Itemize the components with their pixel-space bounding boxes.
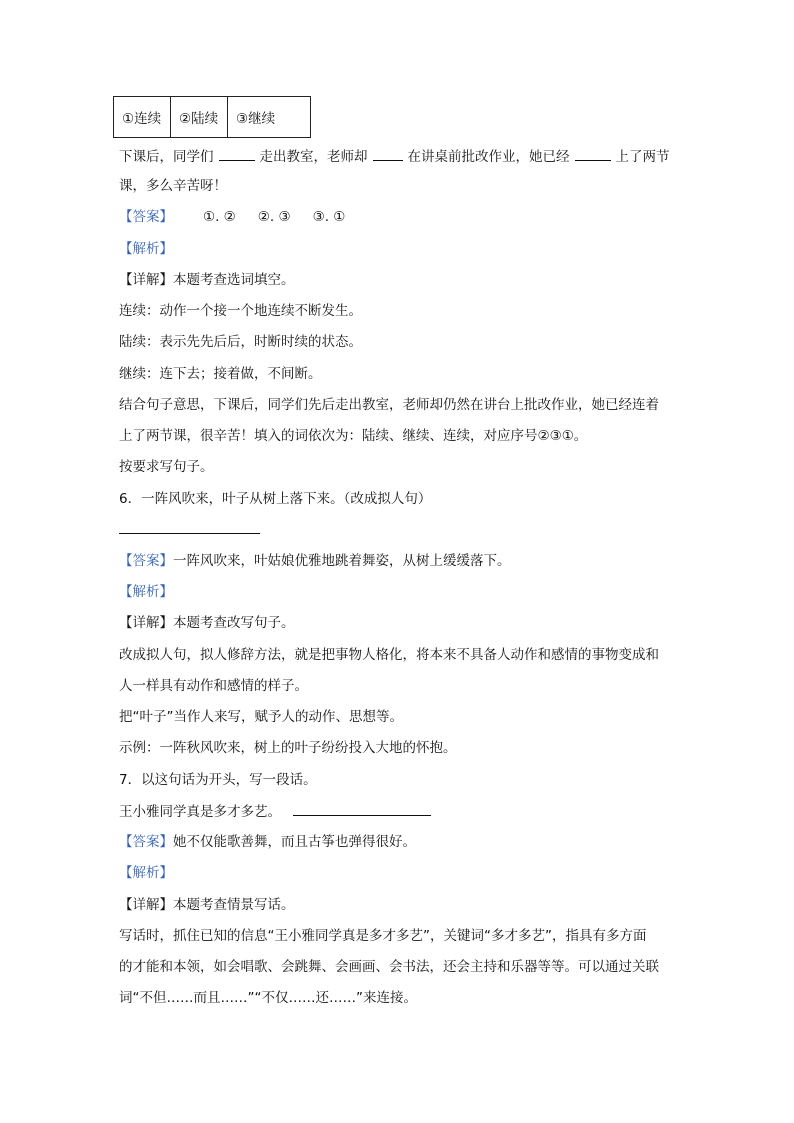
q5-summary-line1: 结合句子意思，下课后，同学们先后走出教室，老师却仍然在讲台上批改作业，她已经连着 <box>119 397 659 413</box>
fill-blank-1 <box>219 146 255 161</box>
q5-detail: 【详解】本题考查选词填空。 <box>119 272 295 288</box>
q6-analysis-tag: 【解析】 <box>119 584 173 600</box>
q6-explanation-1: 改成拟人句，拟人修辞方法，就是把事物人格化，将本来不具备人动作和感情的事物变成和 <box>119 647 659 663</box>
q5-text-c: 在讲桌前批改作业，她已经 <box>407 149 570 165</box>
section-title: 按要求写句子。 <box>119 459 214 475</box>
q5-sentence-line2: 课，多么辛苦呀！ <box>119 178 227 194</box>
answer-item-3: ③. ① <box>312 209 346 225</box>
fill-blank-2 <box>373 146 403 161</box>
q6-example: 示例：一阵秋风吹来，树上的叶子纷纷投入大地的怀抱。 <box>119 740 457 756</box>
q7-answer-blank <box>293 801 431 816</box>
q5-analysis-tag: 【解析】 <box>119 241 173 257</box>
fill-blank-3 <box>575 146 611 161</box>
q6-question: 6．一阵风吹来，叶子从树上落下来。（改成拟人句） <box>119 491 432 507</box>
q7-analysis-tag: 【解析】 <box>119 865 173 881</box>
q5-text-b: 走出教室，老师却 <box>259 149 368 165</box>
q5-summary-line2: 上了两节课，很辛苦！填入的词依次为：陆续、继续、连续，对应序号②③①。 <box>119 428 588 444</box>
q5-sentence-line1 <box>119 146 670 167</box>
answer-tag: 【答案】 <box>119 553 173 569</box>
q6-answer: 一阵风吹来，叶姑娘优雅地跳着舞姿，从树上缓缓落下。 <box>173 553 511 569</box>
option-cell-3: ③继续 <box>228 97 311 138</box>
q6-explanation-2: 人一样具有动作和感情的样子。 <box>119 678 308 694</box>
q6-answer-line-text <box>119 551 511 571</box>
word-options-table <box>113 96 311 138</box>
option-cell-1: ①连续 <box>114 97 171 138</box>
q7-question: 7．以这句话为开头，写一段话。 <box>119 772 317 788</box>
q7-prompt: 王小雅同学真是多才多艺。 <box>119 804 281 820</box>
q6-explanation-3: 把“叶子”当作人来写，赋予人的动作、思想等。 <box>119 709 403 725</box>
q7-explanation-1: 写话时，抓住已知的信息“王小雅同学真是多才多艺”，关键词“多才多艺”，指具有多方面 <box>119 928 647 944</box>
q5-text-d: 上了两节 <box>615 149 670 165</box>
q7-answer: 她不仅能歌善舞，而且古筝也弹得很好。 <box>173 834 416 850</box>
q6-answer-line <box>119 533 260 534</box>
q6-detail: 【详解】本题考查改写句子。 <box>119 615 295 631</box>
answer-item-2: ②. ③ <box>257 209 291 225</box>
q5-answer-line <box>119 207 345 227</box>
option-cell-2: ②陆续 <box>171 97 228 138</box>
q7-explanation-2: 的才能和本领，如会唱歌、会跳舞、会画画、会书法，还会主持和乐器等等。可以通过关联 <box>119 959 659 975</box>
q5-text-a: 下课后，同学们 <box>119 149 214 165</box>
q5-definition-3: 继续：连下去；接着做，不间断。 <box>119 366 322 382</box>
answer-tag: 【答案】 <box>119 834 173 850</box>
q7-detail: 【详解】本题考查情景写话。 <box>119 897 295 913</box>
q5-definition-1: 连续：动作一个接一个地连续不断发生。 <box>119 303 362 319</box>
answer-tag: 【答案】 <box>119 209 173 225</box>
q7-prompt-line <box>119 801 436 822</box>
q7-explanation-3: 词“不但……而且……”“不仅……还……”来连接。 <box>119 990 417 1006</box>
answer-item-1: ①. ② <box>203 209 236 225</box>
q7-answer-line <box>119 832 416 852</box>
q5-definition-2: 陆续：表示先先后后，时断时续的状态。 <box>119 334 362 350</box>
